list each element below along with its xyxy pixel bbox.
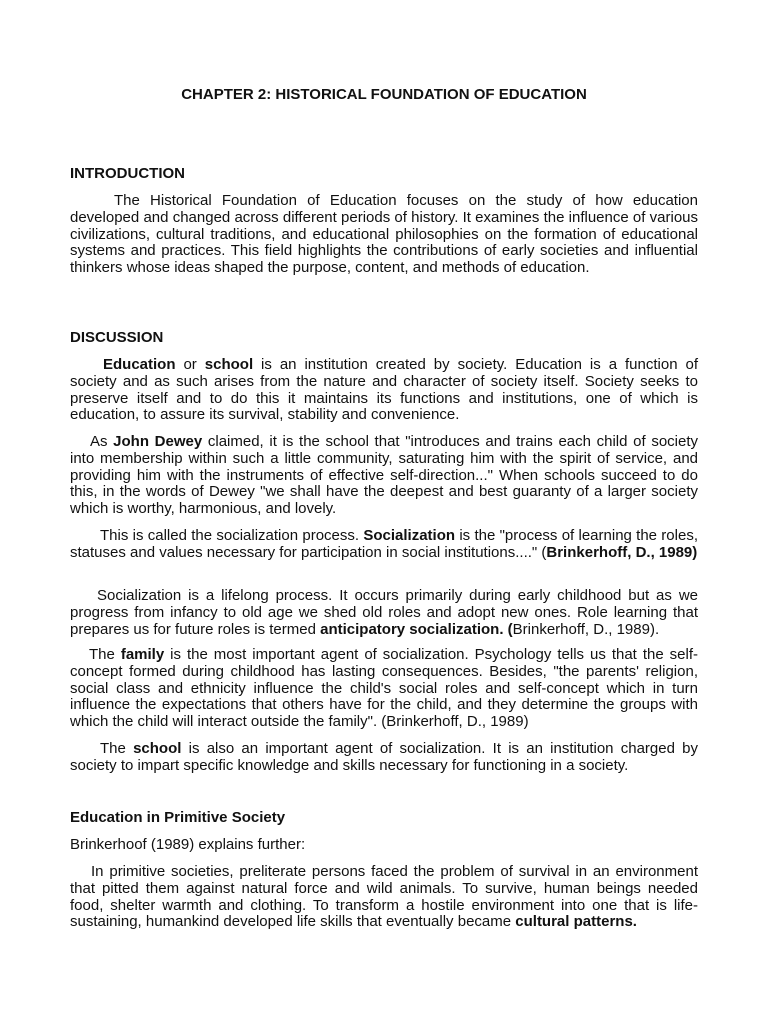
text-run: The — [100, 740, 134, 757]
discussion-heading: DISCUSSION — [70, 329, 164, 346]
discussion-paragraph-lifelong — [70, 588, 698, 638]
primitive-intro: Brinkerhoof (1989) explains further: — [70, 836, 306, 853]
document-page — [70, 0, 698, 1024]
chapter-title: CHAPTER 2: HISTORICAL FOUNDATION OF EDUCATION — [181, 86, 587, 103]
bold-term-school: school — [204, 356, 254, 373]
discussion-paragraph-socialization — [70, 528, 698, 562]
bold-term-john-dewey: John Dewey — [113, 433, 203, 450]
bold-term-family: family — [120, 646, 165, 663]
introduction-heading: INTRODUCTION — [70, 165, 185, 182]
text-run: As — [90, 433, 114, 450]
text-run: In primitive societies, preliterate persons faced the problem of survival in an environment that pitted them against natural force and wild animals. To survive, human beings needed food, shelter warmth and clothing. To transform a hostile environment into one that is life-sustaining, humankind developed life skills that eventually became — [70, 863, 698, 931]
text-run: The — [89, 646, 121, 663]
text-run: is an institution created by society. Education is a function of society and as such arises from the nature and character of society itself. Society seeks to preserve itself and to do this it maintains its functions and institutions, one of which is education, to assure its survival, stability and convenience. — [70, 356, 698, 424]
introduction-paragraph: The Historical Foundation of Education focuses on the study of how education developed and changed across different periods of history. It examines the influence of various civilizations, cultural traditions, and educational philosophies on the formation of educational systems and practices. This field highlights the contributions of early societies and influential thinkers whose ideas shaped the purpose, content, and methods of education. — [70, 192, 698, 277]
bold-citation-brinkerhoff: Brinkerhoff, D., 1989) — [546, 543, 698, 561]
bold-term-socialization: Socialization — [363, 527, 456, 544]
primitive-paragraph — [70, 864, 698, 931]
text-run: Socialization is a lifelong process. It occurs primarily during early childhood but as we progress from infancy to old age we shed old roles and adopt new ones. Role learning that prepares us for future roles is termed — [70, 587, 698, 638]
bold-term-anticipatory-socialization: anticipatory socialization. ( — [320, 620, 513, 638]
discussion-paragraph-education — [70, 357, 698, 424]
discussion-paragraph-school — [70, 741, 698, 775]
text-run: or — [175, 356, 205, 373]
text-run: is the most important agent of socialization. Psychology tells us that the self-concept formed during childhood has lasting consequences. Besides, "the parents' religion, social class and ethnicity influence the child's social roles and self-concept which in turn influence the expectations that others have for the child, and they determine the groups with which the child will interact outside the family". (Brinkerhoff, D., 1989) — [70, 646, 698, 731]
bold-term-education: Education — [103, 356, 176, 373]
text-run: is the "process of learning the roles, statuses and values necessary for participation in social institutions...." ( — [70, 527, 698, 561]
text-run: is also an important agent of socialization. It is an institution charged by society to impart specific knowledge and skills necessary for functioning in a society. — [70, 740, 699, 774]
text-run: claimed, it is the school that "introduces and trains each child of society into membership within such a little community, saturating him with the spirit of service, and providing him with the instruments of effective self-direction..." When schools succeed to do this, in the words of Dewey "we shall have the deepest and best guaranty of a larger society which is worthy, harmonious, and lovely. — [70, 433, 698, 518]
bold-term-school-agent: school — [133, 740, 182, 757]
bold-term-cultural-patterns: cultural patterns. — [515, 913, 637, 931]
discussion-paragraph-family — [70, 647, 698, 731]
discussion-paragraph-dewey — [70, 434, 698, 518]
text-run: Brinkerhoff, D., 1989). — [512, 620, 660, 638]
text-run: This is called the socialization process. — [100, 527, 364, 544]
primitive-society-heading: Education in Primitive Society — [70, 809, 286, 826]
